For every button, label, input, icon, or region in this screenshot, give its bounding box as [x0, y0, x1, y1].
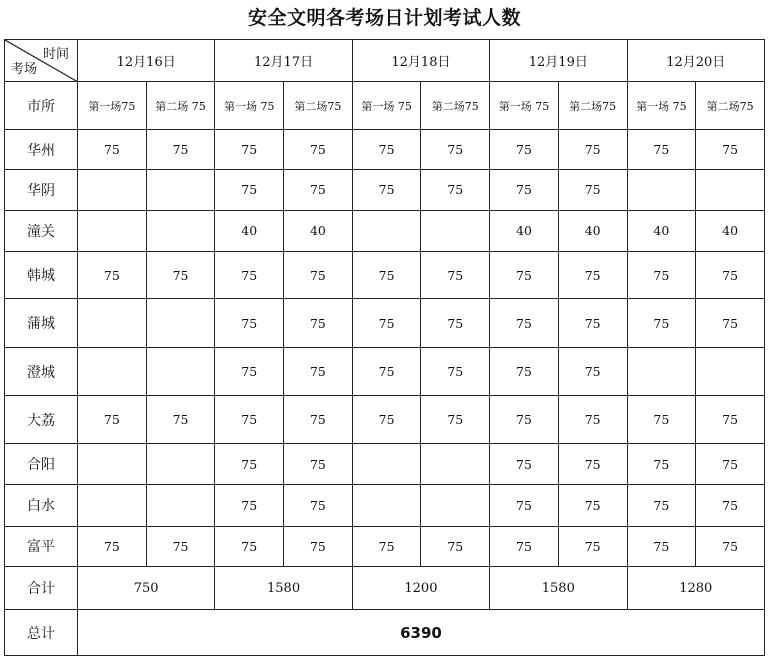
table-cell: 75	[284, 396, 353, 443]
table-cell: 75	[352, 129, 421, 169]
table-cell: 75	[284, 526, 353, 566]
table-cell: 75	[421, 252, 490, 299]
table-cell: 75	[627, 299, 696, 347]
table-cell: 75	[696, 526, 765, 566]
table-cell: 40	[490, 210, 559, 251]
corner-cell	[5, 40, 78, 82]
table-cell	[352, 443, 421, 484]
table-cell: 75	[146, 526, 215, 566]
table-cell: 75	[490, 396, 559, 443]
table-cell: 75	[78, 396, 147, 443]
table-cell: 75	[558, 299, 627, 347]
session-header: 第一场 75	[352, 82, 421, 129]
table-cell: 40	[284, 210, 353, 251]
venue-name: 蒲城	[5, 299, 78, 347]
table-cell: 75	[421, 299, 490, 347]
table-cell	[627, 347, 696, 395]
venue-name: 富平	[5, 526, 78, 566]
table-cell: 75	[78, 252, 147, 299]
exam-schedule-table	[4, 39, 765, 656]
table-cell: 75	[558, 443, 627, 484]
table-cell: 75	[696, 129, 765, 169]
table-cell: 75	[421, 129, 490, 169]
table-cell: 75	[421, 347, 490, 395]
subtotal-value: 750	[78, 567, 215, 610]
table-cell	[78, 443, 147, 484]
table-cell: 75	[352, 526, 421, 566]
session-header: 第二场75	[421, 82, 490, 129]
venue-name: 华州	[5, 129, 78, 169]
table-cell: 75	[215, 170, 284, 210]
date-header: 12月17日	[215, 40, 352, 82]
table-cell: 75	[284, 170, 353, 210]
table-cell	[78, 170, 147, 210]
table-cell	[146, 443, 215, 484]
table-cell: 75	[421, 396, 490, 443]
session-header: 第二场75	[284, 82, 353, 129]
table-cell: 75	[490, 129, 559, 169]
venue-name: 澄城	[5, 347, 78, 395]
table-cell	[146, 347, 215, 395]
table-cell: 75	[490, 170, 559, 210]
venue-name: 大荔	[5, 396, 78, 443]
table-cell: 75	[558, 485, 627, 526]
table-cell: 75	[284, 443, 353, 484]
table-cell	[78, 210, 147, 251]
subtotal-value: 1280	[627, 567, 765, 610]
table-cell: 75	[215, 526, 284, 566]
table-row	[5, 443, 765, 484]
table-cell: 75	[215, 443, 284, 484]
corner-venue-label: 考场	[11, 62, 38, 78]
table-cell: 75	[490, 443, 559, 484]
corner-time-label: 时间	[42, 47, 69, 62]
session-header: 第一场75	[78, 82, 147, 129]
table-cell: 75	[146, 252, 215, 299]
venue-name: 潼关	[5, 210, 78, 251]
table-cell: 75	[284, 129, 353, 169]
table-cell: 75	[558, 252, 627, 299]
session-header: 第一场 75	[215, 82, 284, 129]
table-cell: 75	[284, 347, 353, 395]
session-header: 第二场75	[696, 82, 765, 129]
venue-name: 华阴	[5, 170, 78, 210]
table-cell: 40	[558, 210, 627, 251]
table-cell: 75	[284, 252, 353, 299]
table-cell: 40	[627, 210, 696, 251]
session-header: 第二场75	[558, 82, 627, 129]
table-cell: 75	[215, 485, 284, 526]
table-cell: 75	[352, 299, 421, 347]
table-cell	[352, 210, 421, 251]
table-cell	[78, 299, 147, 347]
table-cell	[627, 170, 696, 210]
table-cell: 75	[421, 526, 490, 566]
page-title: 安全文明各考场日计划考试人数	[247, 7, 521, 29]
date-header: 12月19日	[490, 40, 627, 82]
table-cell: 75	[352, 252, 421, 299]
table-cell	[421, 485, 490, 526]
table-cell: 75	[78, 129, 147, 169]
table-cell: 75	[558, 396, 627, 443]
grand-total-label: 总计	[5, 610, 78, 656]
table-cell: 75	[558, 170, 627, 210]
table-cell: 75	[352, 396, 421, 443]
table-cell: 75	[352, 170, 421, 210]
venue-name: 合阳	[5, 443, 78, 484]
table-cell: 75	[352, 347, 421, 395]
table-cell: 75	[696, 396, 765, 443]
table-cell	[146, 485, 215, 526]
date-header: 12月16日	[78, 40, 215, 82]
table-cell: 40	[215, 210, 284, 251]
table-row	[5, 526, 765, 566]
table-cell: 75	[215, 252, 284, 299]
table-cell	[696, 347, 765, 395]
table-cell: 75	[421, 170, 490, 210]
table-cell	[146, 210, 215, 251]
session-header-row	[5, 82, 765, 129]
table-cell: 75	[146, 129, 215, 169]
table-cell: 75	[627, 485, 696, 526]
table-cell	[421, 210, 490, 251]
date-header: 12月18日	[352, 40, 489, 82]
grand-total-row	[5, 610, 765, 656]
session-header: 第二场 75	[146, 82, 215, 129]
table-cell: 75	[215, 396, 284, 443]
table-cell: 75	[78, 526, 147, 566]
table-cell	[146, 299, 215, 347]
venue-name: 白水	[5, 485, 78, 526]
subtotal-value: 1580	[490, 567, 627, 610]
table-cell	[352, 485, 421, 526]
table-cell: 75	[558, 347, 627, 395]
table-row	[5, 396, 765, 443]
table-cell: 75	[215, 299, 284, 347]
table-cell: 75	[490, 347, 559, 395]
table-cell: 75	[558, 129, 627, 169]
table-cell	[78, 485, 147, 526]
date-header: 12月20日	[627, 40, 765, 82]
table-cell	[78, 347, 147, 395]
table-cell: 75	[558, 526, 627, 566]
table-cell: 75	[627, 443, 696, 484]
row-header-label: 市所	[5, 82, 78, 129]
table-cell: 75	[490, 485, 559, 526]
table-cell: 75	[696, 252, 765, 299]
table-cell	[696, 170, 765, 210]
table-cell: 75	[490, 299, 559, 347]
table-row	[5, 210, 765, 251]
table-cell	[146, 170, 215, 210]
table-row	[5, 170, 765, 210]
table-cell: 75	[490, 526, 559, 566]
table-row	[5, 485, 765, 526]
table-cell: 75	[696, 485, 765, 526]
table-row	[5, 252, 765, 299]
table-cell: 75	[627, 396, 696, 443]
table-cell: 75	[490, 252, 559, 299]
table-cell	[421, 443, 490, 484]
table-cell: 75	[146, 396, 215, 443]
table-cell: 75	[284, 299, 353, 347]
session-header: 第一场 75	[627, 82, 696, 129]
table-cell: 75	[696, 299, 765, 347]
table-cell: 75	[627, 252, 696, 299]
table-row	[5, 129, 765, 169]
table-cell: 75	[215, 129, 284, 169]
table-cell: 75	[627, 129, 696, 169]
subtotal-row	[5, 567, 765, 610]
subtotal-value: 1200	[352, 567, 489, 610]
table-cell: 75	[284, 485, 353, 526]
table-cell: 75	[696, 443, 765, 484]
subtotal-value: 1580	[215, 567, 352, 610]
table-cell: 40	[696, 210, 765, 251]
grand-total-value: 6390	[78, 610, 765, 656]
table-cell: 75	[627, 526, 696, 566]
table-row	[5, 299, 765, 347]
venue-name: 韩城	[5, 252, 78, 299]
table-row	[5, 347, 765, 395]
date-header-row	[5, 40, 765, 82]
session-header: 第一场 75	[490, 82, 559, 129]
table-cell: 75	[215, 347, 284, 395]
subtotal-label: 合计	[5, 567, 78, 610]
